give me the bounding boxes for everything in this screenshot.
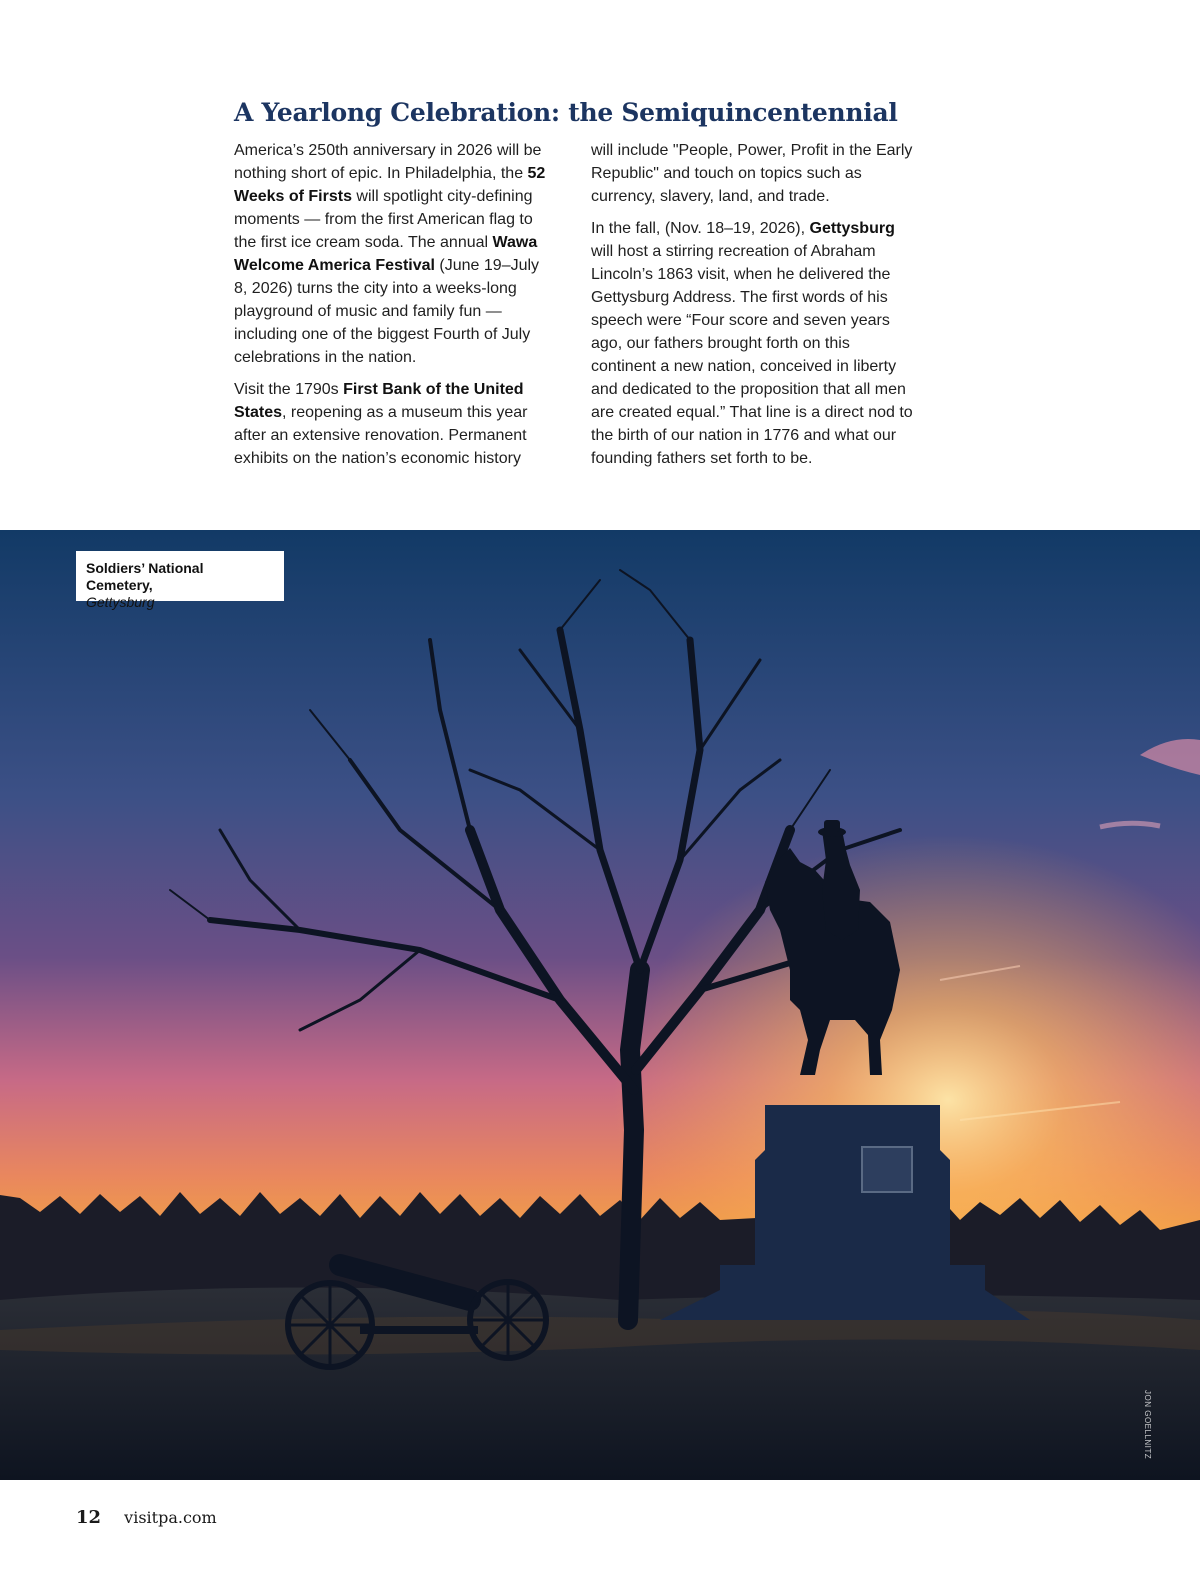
paragraph-exhibits [591, 139, 913, 208]
gettysburg-sunset-photo [0, 530, 1200, 1480]
text-run: Visit the 1790s [234, 381, 344, 398]
photo-credit-text: JON GOELLNITZ [1143, 1390, 1152, 1460]
page-footer [76, 1507, 217, 1528]
paragraph-anniversary [234, 139, 552, 369]
photo-illustration [0, 530, 1200, 1480]
text-run: will host a stirring recreation of Abraham Lincoln’s 1863 visit, when he delivered the Gettysburg Address. The first words of his speech were “Four score and seven years ago, our fathers brought forth on this continent a new nation, conceived in liberty and dedicated to the proposition that all men are created equal.” That line is a direct nod to the birth of our nation in 1776 and what our founding fathers set forth to be. [591, 243, 913, 467]
text-run: will spotlight city-defining moments — from the first American flag to the first ice cream soda. The annual [234, 188, 533, 251]
highlight-wawa-welcome-america: Wawa Welcome America Festival [234, 234, 538, 274]
text-run: America’s 250th anniversary in 2026 will be nothing short of epic. In Philadelphia, the [234, 142, 542, 182]
caption-town: Gettysburg [86, 594, 155, 610]
highlight-52-weeks-of-firsts: 52 Weeks of Firsts [234, 165, 546, 205]
article-column-left [234, 139, 552, 479]
text-run: , reopening as a museum this year after an extensive renovation. Permanent exhibits on the nation’s economic history [234, 404, 528, 467]
highlight-first-bank: First Bank of the United States [234, 381, 524, 421]
pedestal-plaque [862, 1147, 912, 1192]
photo-caption [76, 551, 284, 610]
caption-place: Soldiers’ National Cemetery, [86, 560, 204, 593]
article-column-right [591, 139, 913, 479]
paragraph-first-bank [234, 378, 552, 470]
text-run: In the fall, (Nov. 18–19, 2026), [591, 220, 810, 237]
text-run: will include "People, Power, Profit in the Early Republic" and touch on topics such as currency, slavery, land, and trade. [591, 142, 913, 205]
text-run: (June 19–July 8, 2026) turns the city into a weeks-long playground of music and family fun — including one of the biggest Fourth of July celebrations in the nation. [234, 257, 540, 366]
highlight-gettysburg: Gettysburg [809, 220, 895, 237]
page-number: 12 [76, 1507, 102, 1528]
paragraph-gettysburg [591, 217, 913, 470]
article-headline: A Yearlong Celebration: the Semiquincentennial [234, 98, 898, 127]
site-url: visitpa.com [124, 1508, 217, 1527]
